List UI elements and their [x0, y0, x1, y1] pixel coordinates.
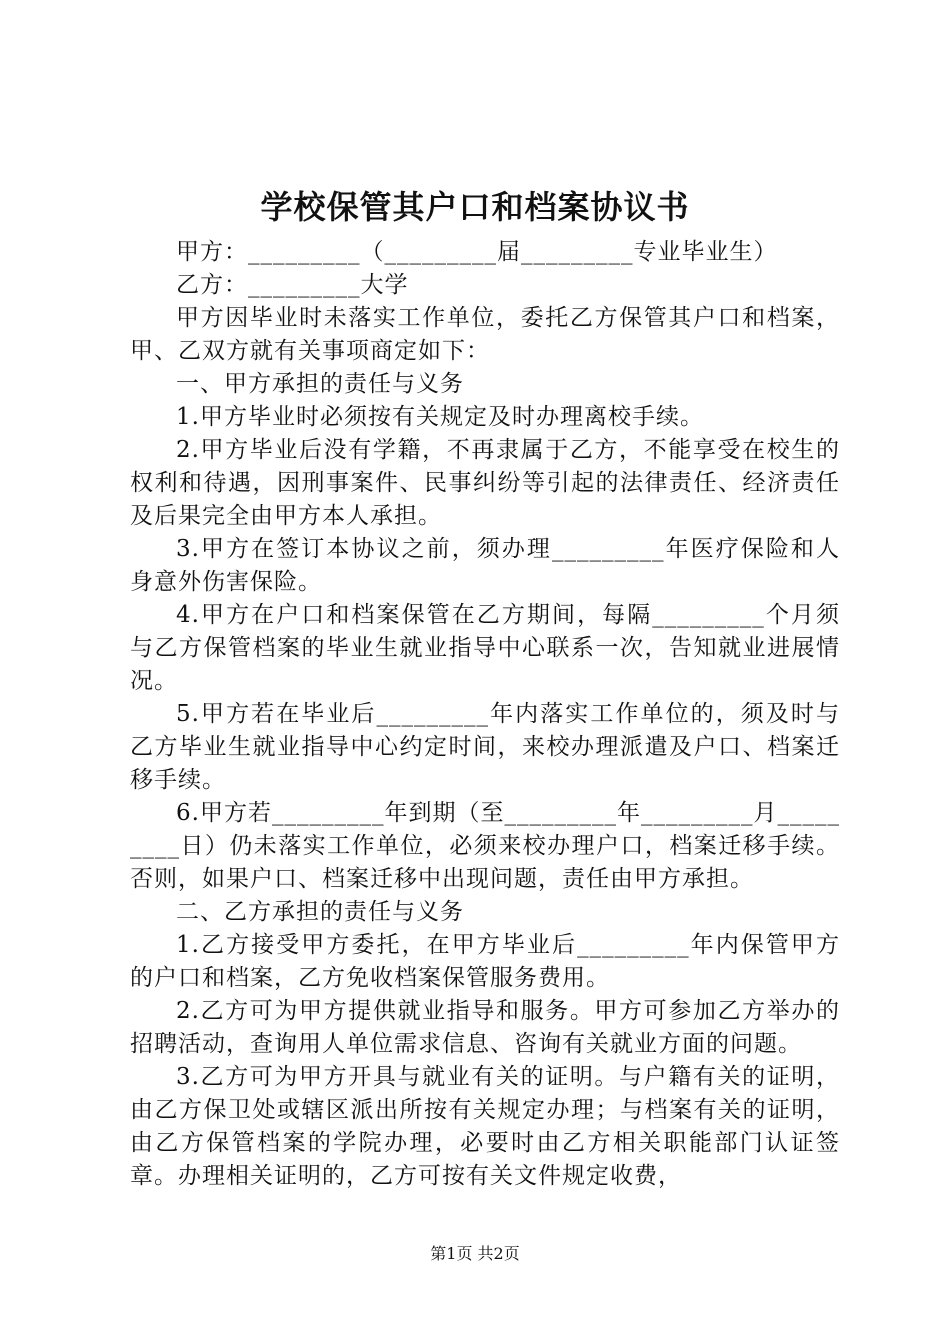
- party-a-clause-5: 5.甲方若在毕业后_________年内落实工作单位的，须及时与乙方毕业生就业指导中心约定时间，来校办理派遣及户口、档案迁移手续。: [130, 701, 840, 793]
- document-title: 学校保管其户口和档案协议书: [260, 188, 690, 226]
- party-b-clause-1: 1.乙方接受甲方委托，在甲方毕业后_________年内保管甲方的户口和档案，乙方免收档案保管服务费用。: [130, 932, 840, 991]
- party-a-line: 甲方：_________（_________届_________专业毕业生）: [176, 239, 778, 265]
- party-b-clause-3: 3.乙方可为甲方开具与就业有关的证明。与户籍有关的证明，由乙方保卫处或辖区派出所按有关规定办理；与档案有关的证明，由乙方保管档案的学院办理，必要时由乙方相关职能部门认证签章。办理相关证明的，乙方可按有关文件规定收费，: [130, 1064, 840, 1189]
- party-b-line: 乙方：_________大学: [176, 272, 409, 298]
- party-a-clause-2: 2.甲方毕业后没有学籍，不再隶属于乙方，不能享受在校生的权利和待遇，因刑事案件、民事纠纷等引起的法律责任、经济责任及后果完全由甲方本人承担。: [130, 437, 840, 529]
- party-a-clause-1: 1.甲方毕业时必须按有关规定及时办理离校手续。: [176, 404, 704, 430]
- party-b-clause-2: 2.乙方可为甲方提供就业指导和服务。甲方可参加乙方举办的招聘活动，查询用人单位需求信息、咨询有关就业方面的问题。: [130, 998, 840, 1057]
- page-number: 第1页 共2页: [430, 1244, 520, 1263]
- section-heading-party-b: 二、乙方承担的责任与义务: [176, 899, 464, 925]
- document-body: [130, 236, 840, 1193]
- intro-paragraph: 甲方因毕业时未落实工作单位，委托乙方保管其户口和档案，甲、乙双方就有关事项商定如下：: [130, 305, 840, 364]
- party-a-clause-6: 6.甲方若_________年到期（至_________年_________月_________日）仍未落实工作单位，必须来校办理户口，档案迁移手续。否则，如果户口、档案迁移中出现问题，责任由甲方承担。: [130, 800, 840, 892]
- section-heading-party-a: 一、甲方承担的责任与义务: [176, 371, 464, 397]
- party-a-clause-3: 3.甲方在签订本协议之前，须办理_________年医疗保险和人身意外伤害保险。: [130, 536, 840, 595]
- party-a-clause-4: 4.甲方在户口和档案保管在乙方期间，每隔_________个月须与乙方保管档案的毕业生就业指导中心联系一次，告知就业进展情况。: [130, 602, 840, 694]
